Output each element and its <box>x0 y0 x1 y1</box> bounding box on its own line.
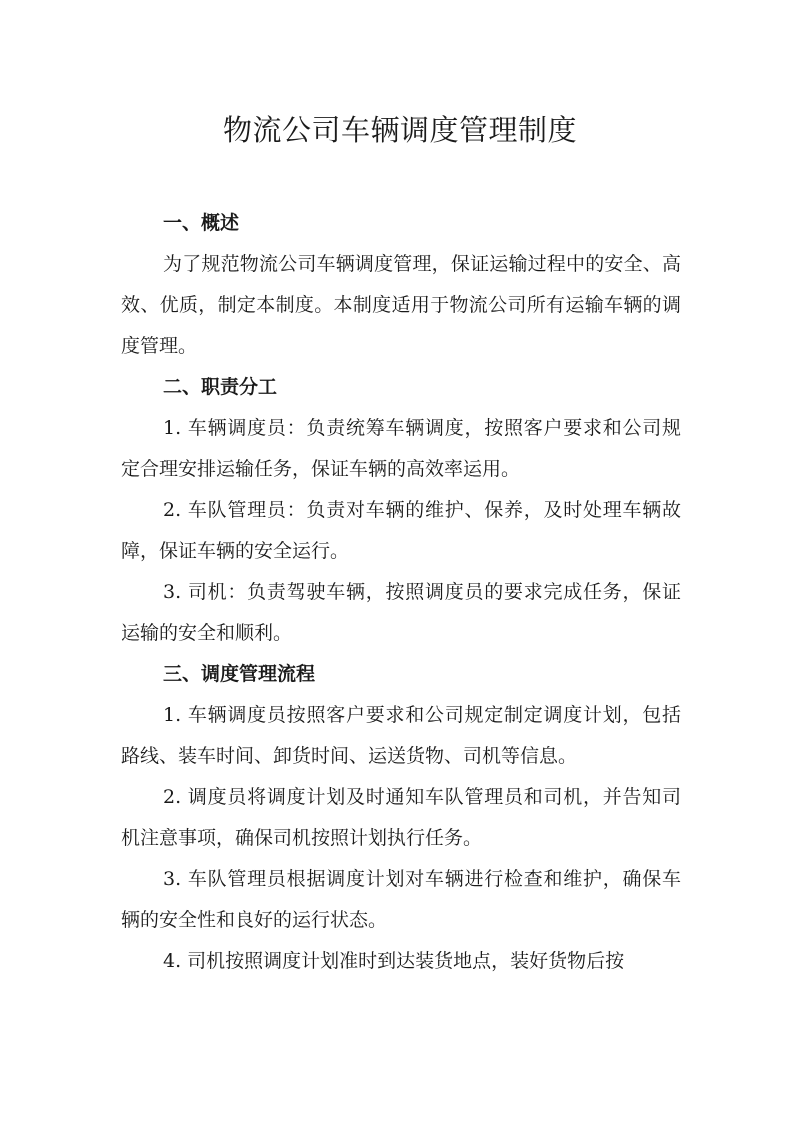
section-heading-overview: 一、概述 <box>163 212 240 234</box>
section-heading-responsibilities: 二、职责分工 <box>163 376 278 398</box>
list-item: 3. 司机：负责驾驶车辆，按照调度员的要求完成任务，保证运输的安全和顺利。 <box>121 581 681 644</box>
list-item: 4. 司机按照调度计划准时到达装货地点，装好货物后按 <box>163 950 625 972</box>
list-item: 2. 车队管理员：负责对车辆的维护、保养，及时处理车辆故障，保证车辆的安全运行。 <box>121 499 681 562</box>
list-item: 1. 车辆调度员：负责统筹车辆调度，按照客户要求和公司规定合理安排运输任务，保证车辆的高效率运用。 <box>121 417 681 480</box>
document-title: 物流公司车辆调度管理制度 <box>222 113 577 147</box>
list-item: 3. 车队管理员根据调度计划对车辆进行检查和维护，确保车辆的安全性和良好的运行状态。 <box>121 868 681 931</box>
paragraph: 为了规范物流公司车辆调度管理，保证运输过程中的安全、高效、优质，制定本制度。本制度适用于物流公司所有运输车辆的调度管理。 <box>121 253 681 357</box>
document-body <box>121 203 681 982</box>
list-item: 2. 调度员将调度计划及时通知车队管理员和司机，并告知司机注意事项，确保司机按照计划执行任务。 <box>121 786 681 849</box>
section-heading-dispatch-process: 三、调度管理流程 <box>163 663 316 685</box>
list-item: 1. 车辆调度员按照客户要求和公司规定制定调度计划，包括路线、装车时间、卸货时间、运送货物、司机等信息。 <box>121 704 681 767</box>
